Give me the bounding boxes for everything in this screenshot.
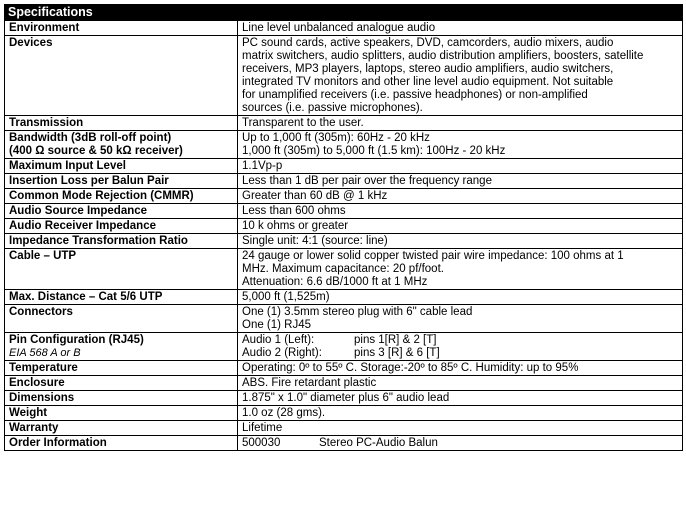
spec-label: Temperature	[5, 361, 238, 376]
table-header-row	[5, 5, 683, 21]
spec-value	[238, 204, 683, 219]
specifications-table	[4, 4, 683, 451]
spec-value-line: Operating: 0º to 55º C. Storage:-20º to 85º C. Humidity: up to 95%	[242, 362, 579, 374]
spec-value	[238, 305, 683, 333]
spec-value-line: Up to 1,000 ft (305m): 60Hz - 20 kHz	[242, 132, 430, 144]
spec-value-line: One (1) 3.5mm stereo plug with 6" cable lead	[242, 306, 473, 318]
pin-assignment: pins 3 [R] & 6 [T]	[354, 347, 440, 359]
spec-label: Enclosure	[5, 376, 238, 391]
spec-row-receiver-impedance	[5, 219, 683, 234]
spec-label: Insertion Loss per Balun Pair	[5, 174, 238, 189]
spec-value-line: MHz. Maximum capacitance: 20 pf/foot.	[242, 263, 444, 275]
spec-value-line: ABS. Fire retardant plastic	[242, 377, 377, 389]
spec-label: Maximum Input Level	[5, 159, 238, 174]
spec-value-line: 1.1Vp-p	[242, 160, 283, 172]
spec-row-insertion-loss	[5, 174, 683, 189]
spec-label: Pin Configuration (RJ45)	[9, 334, 144, 346]
spec-label: Connectors	[5, 305, 238, 333]
spec-value-line: Less than 600 ohms	[242, 205, 346, 217]
spec-value	[238, 159, 683, 174]
spec-row-weight	[5, 406, 683, 421]
spec-label: Devices	[5, 36, 238, 116]
spec-row-enclosure	[5, 376, 683, 391]
spec-row-impedance-ratio	[5, 234, 683, 249]
spec-value-line: 5,000 ft (1,525m)	[242, 291, 330, 303]
spec-row-temperature	[5, 361, 683, 376]
spec-value	[238, 219, 683, 234]
spec-value-line: Transparent to the user.	[242, 117, 364, 129]
spec-value-line: 10 k ohms or greater	[242, 220, 349, 232]
spec-label: Environment	[5, 21, 238, 36]
spec-label: Audio Receiver Impedance	[5, 219, 238, 234]
order-line	[242, 437, 678, 450]
spec-row-connectors	[5, 305, 683, 333]
spec-value-line: matrix switchers, audio splitters, audio distribution amplifiers, boosters, satellite	[242, 50, 644, 62]
spec-row-cmmr	[5, 189, 683, 204]
spec-value-line: Lifetime	[242, 422, 283, 434]
spec-value-line: 1.0 oz (28 gms).	[242, 407, 326, 419]
spec-row-environment	[5, 21, 683, 36]
spec-value-line: Line level unbalanced analogue audio	[242, 22, 436, 34]
spec-value	[238, 189, 683, 204]
pin-assignment: pins 1[R] & 2 [T]	[354, 334, 437, 346]
spec-value	[238, 406, 683, 421]
spec-row-cable	[5, 249, 683, 290]
spec-value-line: Greater than 60 dB @ 1 kHz	[242, 190, 388, 202]
spec-value	[238, 21, 683, 36]
spec-value	[238, 436, 683, 451]
spec-label: Audio Source Impedance	[5, 204, 238, 219]
spec-value	[238, 391, 683, 406]
spec-value-line: Single unit: 4:1 (source: line)	[242, 235, 388, 247]
spec-value	[238, 421, 683, 436]
spec-label-cell	[5, 333, 238, 361]
spec-value	[238, 290, 683, 305]
spec-value-line: for unamplified receivers (i.e. passive headphones) or non-amplified	[242, 89, 588, 101]
spec-sublabel: EIA 568 A or B	[9, 347, 81, 359]
spec-row-bandwidth	[5, 131, 683, 159]
spec-label: Bandwidth (3dB roll-off point)	[9, 132, 172, 144]
spec-value	[238, 361, 683, 376]
spec-row-source-impedance	[5, 204, 683, 219]
spec-row-dimensions	[5, 391, 683, 406]
spec-value	[238, 131, 683, 159]
spec-value	[238, 333, 683, 361]
spec-value-line: sources (i.e. passive microphones).	[242, 102, 423, 114]
spec-label: Dimensions	[5, 391, 238, 406]
pin-line	[242, 334, 678, 347]
spec-label: Common Mode Rejection (CMMR)	[5, 189, 238, 204]
spec-label: Cable – UTP	[5, 249, 238, 290]
spec-label: Order Information	[5, 436, 238, 451]
spec-value-line: 24 gauge or lower solid copper twisted pair wire impedance: 100 ohms at 1	[242, 250, 624, 262]
spec-label: Max. Distance – Cat 5/6 UTP	[5, 290, 238, 305]
spec-value-line: integrated TV monitors and other line level audio equipment. Not suitable	[242, 76, 614, 88]
spec-value	[238, 376, 683, 391]
spec-value-line: Attenuation: 6.6 dB/1000 ft at 1 MHz	[242, 276, 428, 288]
spec-value	[238, 174, 683, 189]
pin-line	[242, 347, 678, 360]
spec-value-line: Less than 1 dB per pair over the frequency range	[242, 175, 492, 187]
spec-value-line: receivers, MP3 players, laptops, stereo audio amplifiers, audio switchers,	[242, 63, 614, 75]
spec-value	[238, 116, 683, 131]
spec-row-devices	[5, 36, 683, 116]
table-title: Specifications	[5, 5, 683, 21]
spec-row-max-input	[5, 159, 683, 174]
order-number: 500030	[242, 437, 281, 449]
spec-label: Weight	[5, 406, 238, 421]
spec-row-warranty	[5, 421, 683, 436]
spec-label-cell	[5, 131, 238, 159]
spec-label: Impedance Transformation Ratio	[5, 234, 238, 249]
pin-channel: Audio 2 (Right):	[242, 347, 322, 359]
spec-value-line: PC sound cards, active speakers, DVD, camcorders, audio mixers, audio	[242, 37, 614, 49]
spec-value	[238, 234, 683, 249]
spec-label: Transmission	[5, 116, 238, 131]
spec-value-line: 1,000 ft (305m) to 5,000 ft (1.5 km): 100Hz - 20 kHz	[242, 145, 506, 157]
spec-row-max-distance	[5, 290, 683, 305]
spec-row-transmission	[5, 116, 683, 131]
spec-row-pin-config	[5, 333, 683, 361]
pin-channel: Audio 1 (Left):	[242, 334, 315, 346]
spec-row-order-info	[5, 436, 683, 451]
spec-value-line: 1.875" x 1.0" diameter plus 6" audio lead	[242, 392, 450, 404]
spec-value	[238, 249, 683, 290]
spec-value	[238, 36, 683, 116]
order-description: Stereo PC-Audio Balun	[319, 437, 438, 449]
spec-label-line2: (400 Ω source & 50 kΩ receiver)	[9, 145, 183, 157]
spec-value-line: One (1) RJ45	[242, 319, 312, 331]
spec-label: Warranty	[5, 421, 238, 436]
